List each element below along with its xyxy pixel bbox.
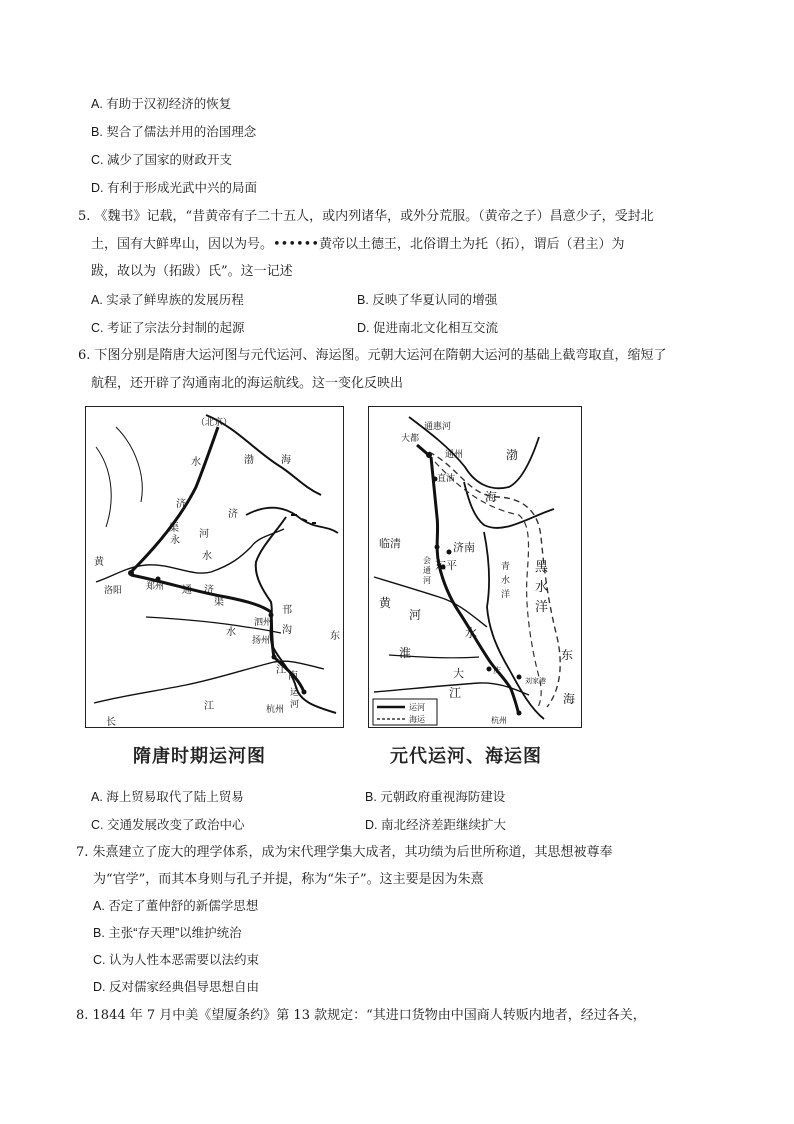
label-huitong-1: 会 [423,556,431,565]
yangzhou-dot [272,655,277,660]
label-ji-b: 济 [228,509,238,520]
zhengzhou-dot [156,577,161,582]
label-bo: 渤 [244,455,254,466]
q5-stem-line3: 跋，故以为（拓跋）氏”。这一记述 [91,264,293,279]
legend-canal-label: 运河 [409,703,425,712]
label-jinan: 济南 [453,541,475,554]
label-shui-c: 水 [226,627,236,638]
label-shui: 水 [465,626,478,640]
label-gou: 沟 [282,625,292,636]
label-huitong-3: 河 [423,576,431,585]
q7-option-a: A. 否定了董仲舒的新儒学思想 [93,899,259,913]
label-luoyang: 洛阳 [104,586,123,596]
q5-option-b: B. 反映了华夏认同的增强 [357,293,498,307]
label-xing: 邗 [282,605,292,616]
label-zhigu: 直沽 [437,474,456,484]
peninsula-outline [246,508,338,533]
label-qu-b: 渠 [214,597,224,608]
label-dongping: 东平 [435,559,457,572]
label-hei: 黑 [535,560,549,575]
hangzhou-dot [302,690,307,695]
label-shui-q: 水 [501,576,511,586]
luoyang-dot [128,570,134,576]
label-huang: 黄 [94,557,104,568]
liujiagang-dot [517,675,522,680]
label-hangzhou: 杭州 [266,705,285,715]
linqing-dot [435,545,440,550]
sui-tang-canal-map [85,406,344,728]
label-jiang-b: 江 [204,701,214,712]
label-shui-b: 水 [202,551,212,562]
label-qu: 渠 [169,523,179,534]
label-shui: 水 [191,457,201,468]
sui-tang-canal-map-drawing [86,407,343,727]
q7-option-c: C. 认为人性本恶需要以法约束 [93,953,259,967]
q6-option-b: B. 元朝政府重视海防建设 [365,790,506,804]
label-jiang: 江 [276,665,286,676]
sui-tang-map-caption: 隋唐时期运河图 [133,746,266,767]
label-he-b: 河 [290,700,300,710]
label-yang-h: 洋 [535,600,549,615]
label-qing: 青 [501,562,511,572]
label-shui-h: 水 [535,580,549,595]
q5-option-c: C. 考证了宗法分封制的起源 [91,321,245,335]
label-ji: 济 [176,499,186,510]
rivers-west [96,427,142,527]
map-legend [373,699,437,725]
q5-option-d: D. 促进南北文化相互交流 [357,321,498,335]
label-yangzhou: 扬州 [252,636,271,646]
q5-option-a: A. 实录了鲜卑族的发展历程 [91,293,244,307]
label-tong: 通 [182,585,192,596]
label-liujiagang: 刘家港 [525,677,546,685]
q7-option-b: B. 主张“存天理”以维护统治 [93,926,242,940]
label-tongzhou: 通州 [445,450,464,460]
legend-sea-label: 海运 [409,715,425,724]
label-yang-q: 洋 [501,590,511,600]
label-tonghuihe: 通惠河 [424,422,452,432]
label-yun: 运 [290,688,300,698]
hangzhou-dot [517,711,522,716]
q6-stem-line1: 6. 下图分别是隋唐大运河图与元代运河、海运图。元朝大运河在隋朝大运河的基础上截弯取直，缩短了 [78,348,667,363]
label-huang: 黄 [379,596,392,610]
dadu-dot [426,452,432,458]
label-beijing: （北京） [196,418,233,428]
label-jiang: 江 [449,686,462,700]
label-sizhou: 泗州 [254,618,273,628]
q6-option-a: A. 海上贸易取代了陆上贸易 [91,790,244,804]
label-dong: 东 [330,631,340,642]
peninsula-outline [464,482,554,528]
q6-option-d: D. 南北经济差距继续扩大 [365,818,506,832]
q7-stem-line1: 7. 朱熹建立了庞大的理学体系，成为宋代理学集大成者，其功绩为后世所称道，其思想被尊奉 [76,845,613,860]
tongji-canal [131,575,271,612]
q4-option-a: A. 有助于汉初经济的恢复 [91,97,232,111]
daqing-dot [487,667,492,672]
label-dong: 东 [561,648,574,662]
sizhou-dot [269,613,274,618]
q4-option-c: C. 减少了国家的财政开支 [91,153,232,167]
q4-option-b: B. 契合了儒法并用的治国理念 [91,125,257,139]
label-huai: 淮 [399,646,412,660]
yuan-canal-sea-map [368,406,582,728]
q4-option-d: D. 有利于形成光武中兴的局面 [91,181,257,195]
label-huitong-2: 通 [423,566,431,575]
yuan-canal-sea-map-drawing [369,407,581,727]
label-hai: 海 [281,455,291,466]
q7-stem-line2: 为“官学”，而其本身则与孔子并提，称为“朱子”。这主要是因为朱熹 [93,872,484,887]
label-ji-c: 济 [204,585,214,596]
label-hangzhou: 杭州 [491,716,507,725]
label-dadu: 大都 [401,434,420,444]
label-linqing: 临清 [379,537,401,550]
yuan-map-caption: 元代运河、海运图 [390,746,542,767]
label-nan: 南 [288,671,298,682]
label-hai-b: 海 [563,692,576,706]
q5-stem-line1: 5. 《魏书》记载，“昔黄帝有子二十五人，或内列诸华，或外分荒服。（黄帝之子）昌意少子，受封北 [78,209,654,224]
label-qing2: 庆 [493,666,501,675]
label-da: 大 [453,667,464,680]
q6-option-c: C. 交通发展改变了政治中心 [91,818,245,832]
coastline [206,415,336,713]
q6-stem-line2: 航程，还开辟了沟通南北的海运航线。这一变化反映出 [91,376,404,391]
islands [291,515,316,523]
label-zhengzhou: 郑州 [146,582,165,592]
label-chang: 长 [106,717,116,727]
label-he: 河 [199,529,209,540]
q5-stem-line2: 土，国有大鲜卑山，因以为号。••••••黄帝以土德王，北俗谓土为托（拓），谓后（君主）为 [91,237,625,252]
yuan-grand-canal [431,457,519,715]
q7-option-d: D. 反对儒家经典倡导思想自由 [93,980,259,994]
label-yong: 永 [170,535,180,546]
jinan-dot [447,550,452,555]
label-hai: 海 [485,490,498,504]
q8-stem-line1: 8. 1844 年 7 月中美《望厦条约》第 13 款规定：“其进口货物由中国商人转贩内地者，经过各关， [76,1008,646,1023]
label-bo: 渤 [506,448,519,462]
label-he: 河 [409,608,422,622]
